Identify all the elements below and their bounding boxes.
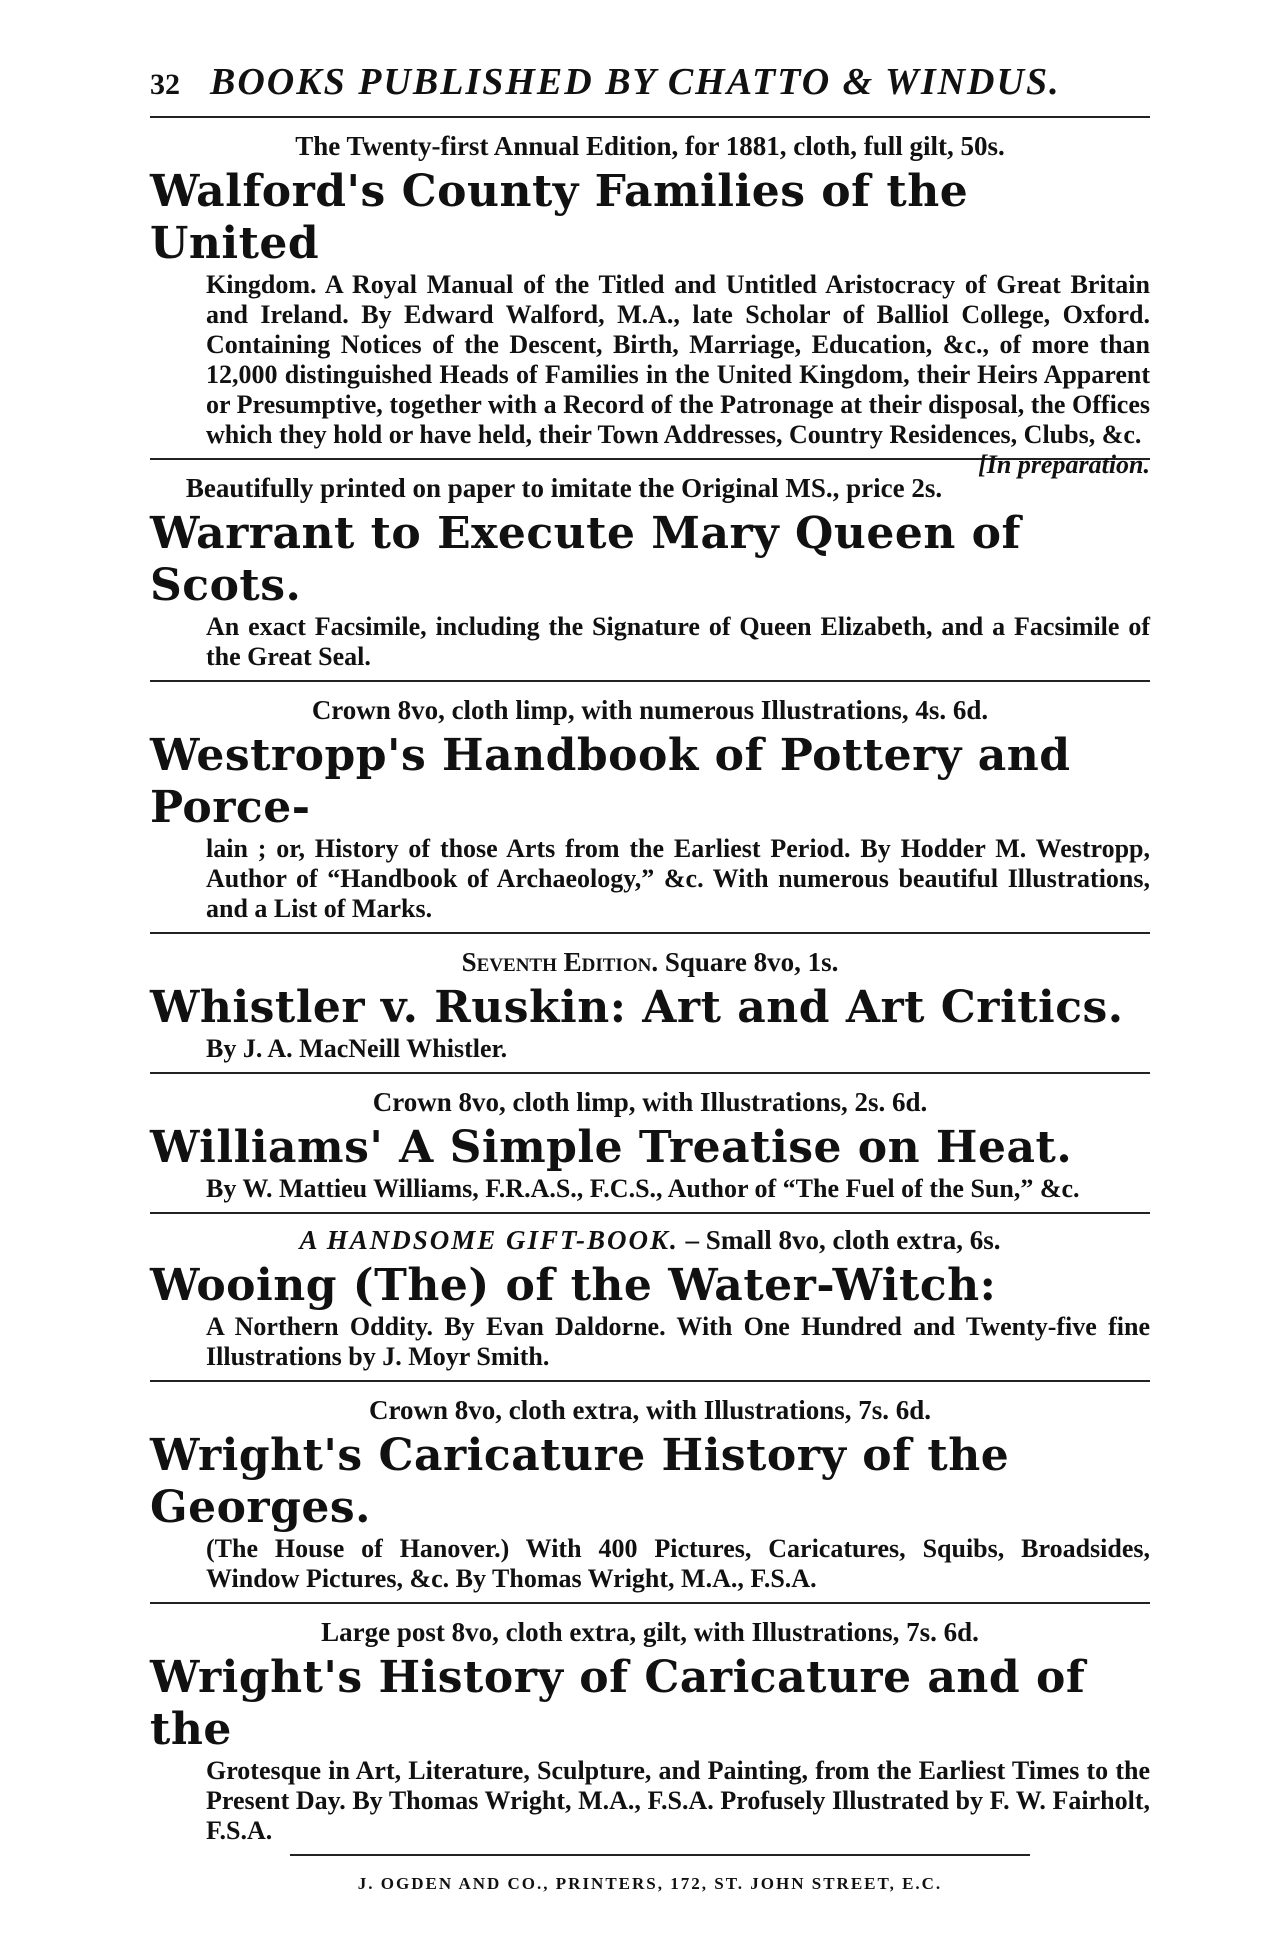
book-description: (The House of Hanover.) With 400 Pictures, Caricatures, Squibs, Broadsides, Window Pictures, &c. By Thomas Wright, M.A., F.S.A. — [206, 1534, 1150, 1593]
edition-line: The Twenty-first Annual Edition, for 1881, cloth, full gilt, 50s. — [295, 131, 1005, 161]
page-number: 32 — [150, 68, 180, 101]
book-title: Walford's County Families of the United — [150, 166, 969, 269]
book-description: Grotesque in Art, Literature, Sculpture, and Painting, from the Earliest Times to the Present Day. By Thomas Wright, M.A., F.S.A. Profusely Illustrated by F. W. Fairholt, F.S.A. — [206, 1756, 1150, 1845]
edition-line — [150, 946, 1150, 978]
edition-prefix: A HANDSOME GIFT-BOOK. — [299, 1225, 679, 1255]
book-title: Westropp's Handbook of Pottery and Porce- — [150, 730, 1071, 833]
imprint-rule — [290, 1854, 1030, 1856]
running-head — [150, 60, 1150, 116]
book-entry-walford — [150, 118, 1150, 479]
book-title: Wooing (The) of the Water-Witch: — [150, 1260, 997, 1311]
edition-prefix: Seventh Edition. — [461, 947, 659, 977]
book-description — [150, 270, 1150, 479]
running-title: BOOKS PUBLISHED BY CHATTO & WINDUS. — [210, 61, 1061, 103]
book-title: Wright's History of Caricature and of the — [150, 1652, 1086, 1755]
book-entry-westropp — [150, 682, 1150, 932]
edition-line — [150, 1224, 1150, 1256]
edition-line: Beautifully printed on paper to imitate the Original MS., price 2s. — [185, 473, 943, 503]
edition-line: Crown 8vo, cloth extra, with Illustrations, 7s. 6d. — [368, 1395, 932, 1425]
book-description: A Northern Oddity. By Evan Daldorne. With One Hundred and Twenty-five fine Illustrations by J. Moyr Smith. — [206, 1312, 1150, 1371]
book-title: Whistler v. Ruskin: Art and Art Critics. — [150, 982, 1124, 1033]
edition-line: Crown 8vo, cloth limp, with Illustrations, 2s. 6d. — [372, 1087, 928, 1117]
book-entry-whistler — [150, 934, 1150, 1072]
edition-line: Large post 8vo, cloth extra, gilt, with Illustrations, 7s. 6d. — [321, 1617, 979, 1647]
edition-detail: – Small 8vo, cloth extra, 6s. — [685, 1225, 1001, 1255]
catalogue-page — [150, 60, 1150, 1894]
book-title: Warrant to Execute Mary Queen of Scots. — [150, 508, 1021, 611]
book-entry-wright-caricature — [150, 1382, 1150, 1602]
edition-detail: Square 8vo, 1s. — [664, 947, 839, 977]
preparation-note: [In preparation. — [978, 450, 1150, 479]
book-byline: By J. A. MacNeill Whistler. — [206, 1034, 508, 1063]
book-entry-wooing — [150, 1214, 1150, 1380]
book-description: lain ; or, History of those Arts from the Earliest Period. By Hodder M. Westropp, Author of “Handbook of Archaeology,” &c. With numerous beautiful Illustrations, and a List of Marks. — [206, 834, 1150, 923]
edition-line: Crown 8vo, cloth limp, with numerous Illustrations, 4s. 6d. — [311, 695, 989, 725]
book-entry-wright-history — [150, 1604, 1150, 1854]
book-title: Wright's Caricature History of the Georges. — [150, 1430, 1010, 1533]
description-text: Kingdom. A Royal Manual of the Titled and Untitled Aristocracy of Great Britain and Ireland. By Edward Walford, M.A., late Scholar of Balliol College, Oxford. Containing Notices of the Descent, Birth, Marriage, Education, &c., of more than 12,000 distinguished Heads of Families in the United Kingdom, their Heirs Apparent or Presumptive, together with a Record of the Patronage at their disposal, the Offices which they hold or have held, their Town Addresses, Country Residences, Clubs, &c. — [206, 270, 1150, 449]
book-entry-warrant — [150, 460, 1150, 680]
printer-imprint: J. OGDEN AND CO., PRINTERS, 172, ST. JOHN STREET, E.C. — [357, 1874, 943, 1893]
book-title: Williams' A Simple Treatise on Heat. — [150, 1122, 1073, 1173]
book-entry-williams — [150, 1074, 1150, 1212]
book-description: By W. Mattieu Williams, F.R.A.S., F.C.S., Author of “The Fuel of the Sun,” &c. — [206, 1174, 1080, 1203]
book-description: An exact Facsimile, including the Signature of Queen Elizabeth, and a Facsimile of the Great Seal. — [206, 612, 1150, 671]
